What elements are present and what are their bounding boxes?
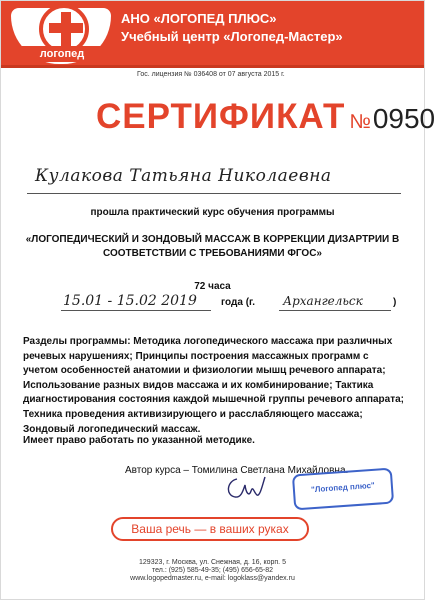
program-sections: Разделы программы: Методика логопедического массажа при различных речевых нарушениях; Принципы построения массажных программ с учетом особенностей анатомии и физиологии мышц речевого аппарата; Использование разных видов массажа и их комбинирование; Тактика диагностирования состояния каждой мышечной группы речевого аппарата; Техника проведения активизирующего и расслабляющего массажа; Зондовый логопедический массаж.	[23, 336, 405, 435]
stamp-text: "Логопед плюс"	[310, 480, 376, 495]
signature	[223, 473, 267, 503]
number-label: №	[349, 111, 371, 133]
certificate-heading	[96, 97, 435, 137]
city-underline	[279, 310, 391, 311]
certificate-title: СЕРТИФИКАТ	[96, 97, 346, 136]
license-info: Гос. лицензия № 036408 от 07 августа 2015 г.	[137, 71, 285, 78]
name-underline	[27, 193, 401, 194]
course-hours: 72 часа	[194, 281, 231, 292]
footer-address: 129323, г. Москва, ул. Снежная, д. 16, корп. 5	[139, 559, 286, 566]
organization-name: АНО «ЛОГОПЕД ПЛЮС»	[121, 11, 277, 26]
program-title: «ЛОГОПЕДИЧЕСКИЙ И ЗОНДОВЫЙ МАССАЖ В КОРРЕКЦИИ ДИЗАРТРИИ В СООТВЕТСТВИИ С ТРЕБОВАНИЯМИ ФГОС»	[25, 234, 400, 259]
training-center-name: Учебный центр «Логопед-Мастер»	[121, 29, 343, 44]
cross-icon-bar	[49, 23, 83, 33]
recipient-name: Кулакова Татьяна Николаевна	[35, 166, 332, 186]
course-dates: 15.01 - 15.02 2019	[63, 293, 197, 309]
header-bar	[1, 1, 424, 65]
logo-text: логопед	[19, 46, 105, 62]
dates-underline	[61, 310, 211, 311]
completion-statement: прошла практический курс обучения программы	[90, 207, 335, 218]
year-city-label: года (г.	[221, 297, 255, 308]
rights-statement: Имеет право работать по указанной методике.	[23, 435, 255, 446]
footer-web: www.logopedmaster.ru, e-mail: logoklass@yandex.ru	[130, 575, 295, 582]
course-author: Автор курса – Томилина Светлана Михайловна.	[125, 465, 349, 476]
organization-stamp	[292, 468, 394, 511]
logo	[11, 8, 111, 64]
course-city: Архангельск	[283, 294, 363, 308]
footer-phones: тел.: (925) 585-49-35; (495) 656-65-82	[152, 567, 273, 574]
city-close-paren: )	[393, 297, 397, 308]
certificate-number: 0950	[372, 103, 435, 134]
slogan-badge: Ваша речь — в ваших руках	[111, 517, 309, 541]
